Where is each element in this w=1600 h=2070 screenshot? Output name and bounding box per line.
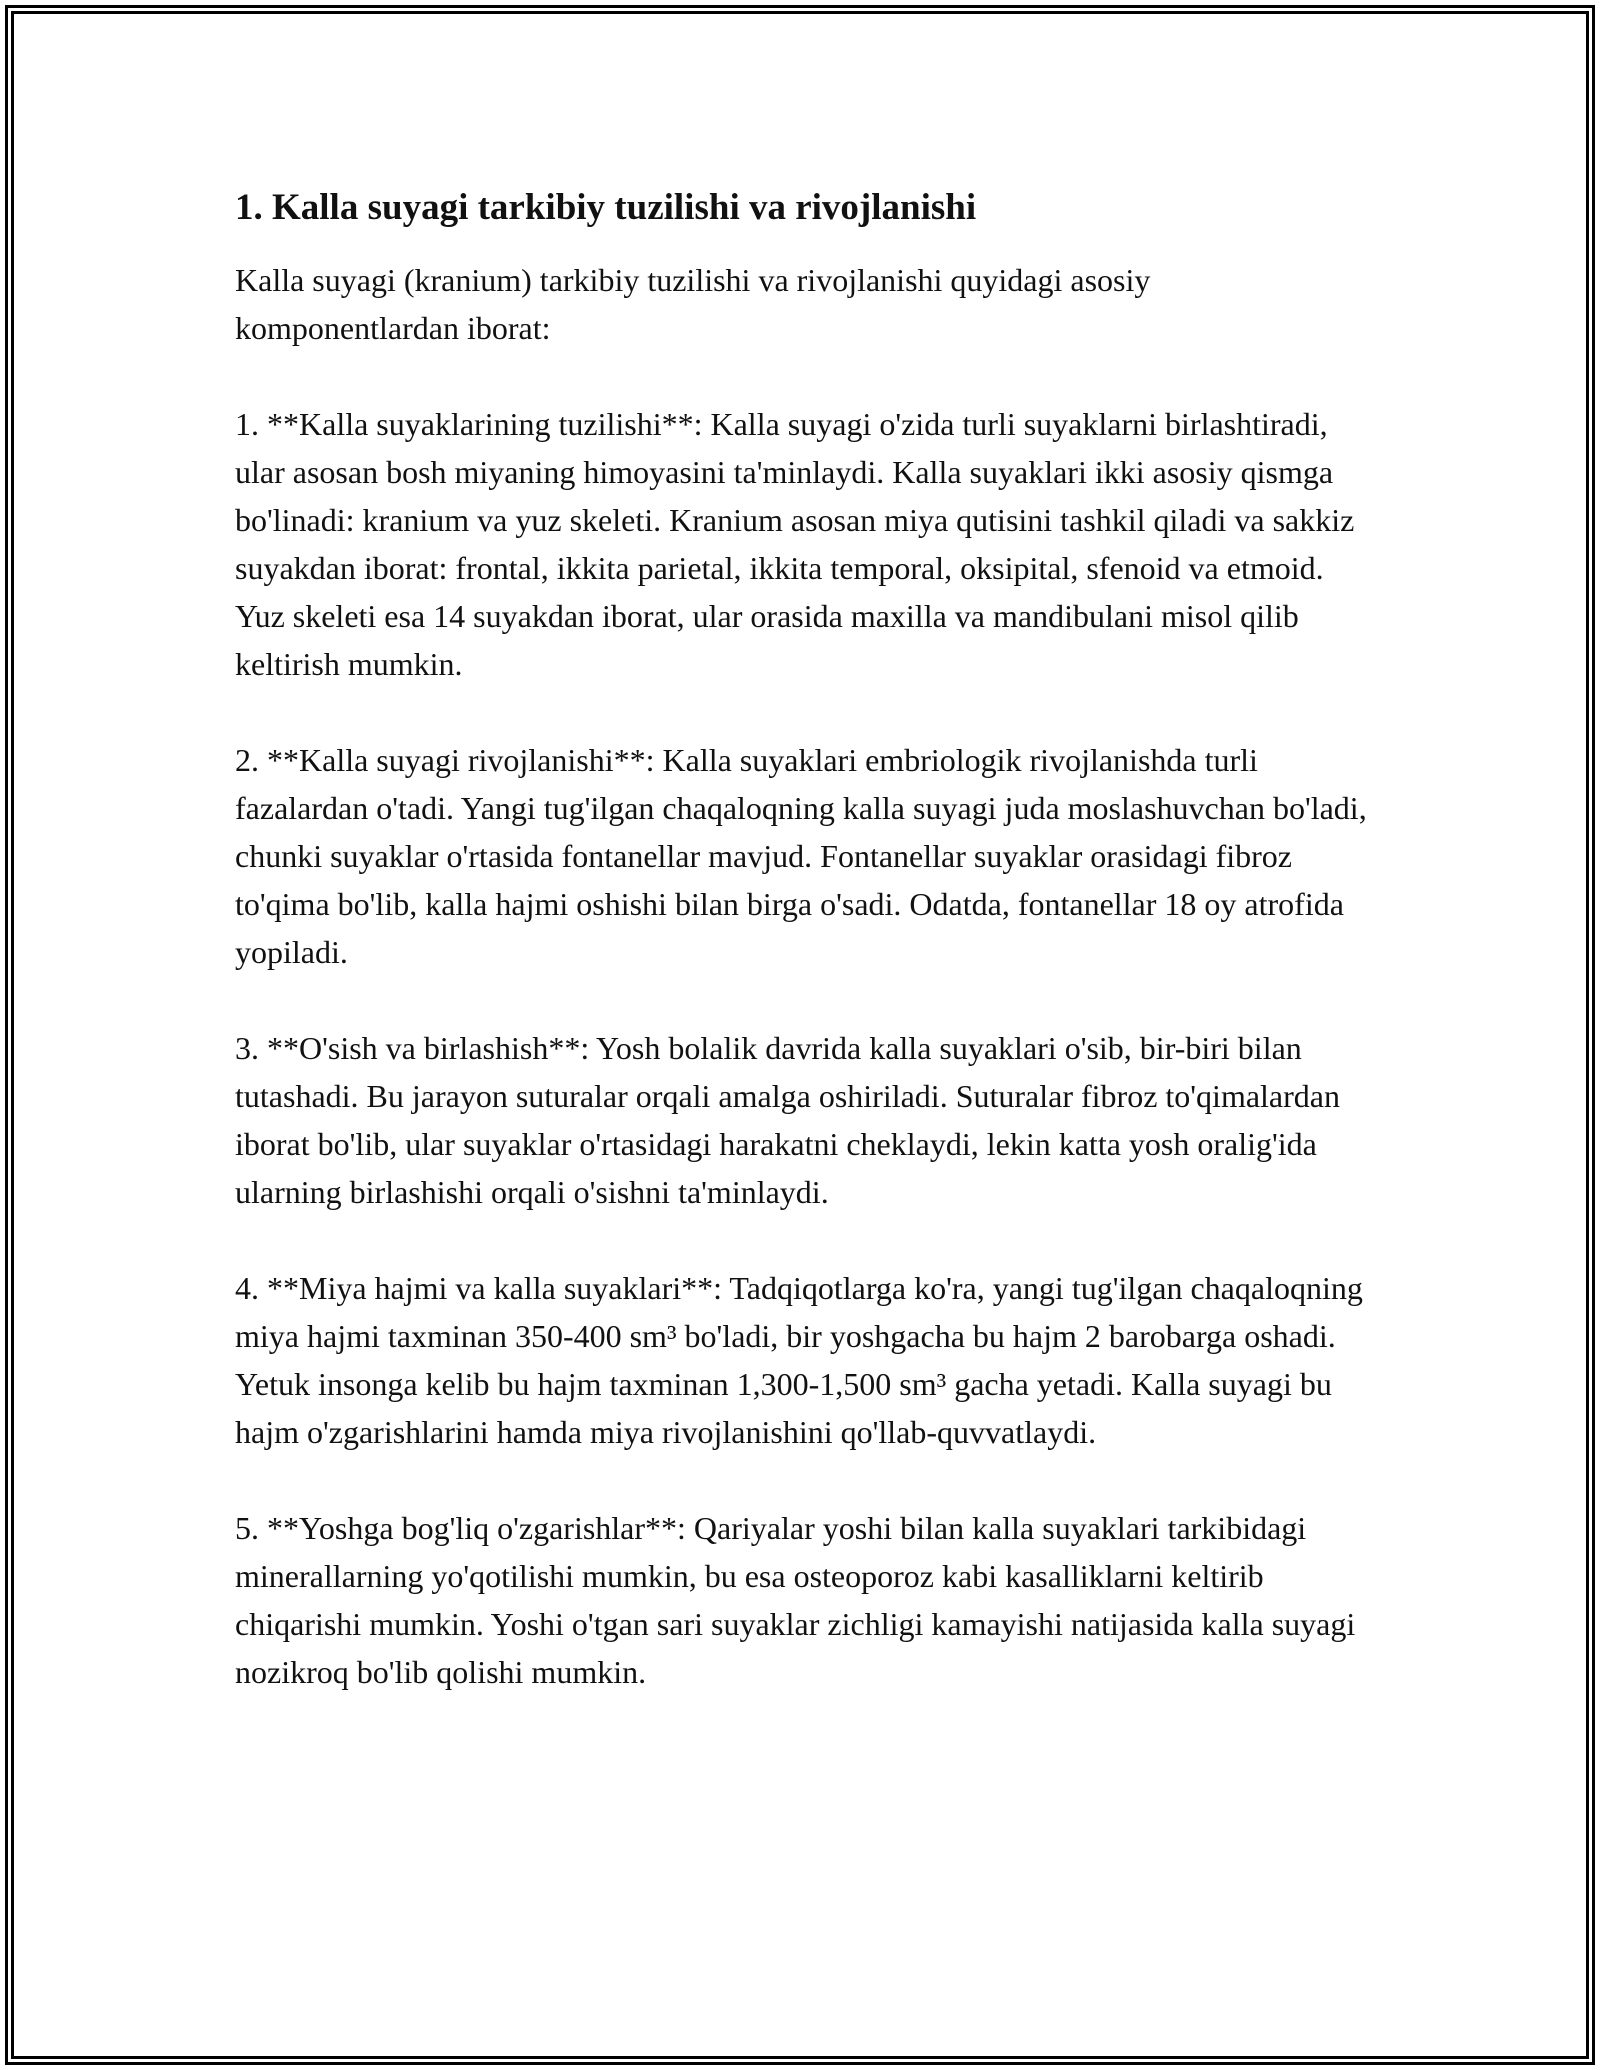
document-heading: 1. Kalla suyagi tarkibiy tuzilishi va rivojlanishi xyxy=(235,187,977,228)
paragraph-2: 2. **Kalla suyagi rivojlanishi**: Kalla suyaklari embriologik rivojlanishda turli fazalardan o'tadi. Yangi tug'ilgan chaqaloqning kalla suyagi juda moslashuvchan bo'ladi, chunki suyaklar o'rtasida fontanellar mavjud. Fontanellar suyaklar orasidagi fibroz to'qima bo'lib, kalla hajmi oshishi bilan birga o'sadi. Odatda, fontanellar 18 oy atrofida yopiladi. xyxy=(235,742,1367,971)
paragraph-4: 4. **Miya hajmi va kalla suyaklari**: Tadqiqotlarga ko'ra, yangi tug'ilgan chaqaloqning miya hajmi taxminan 350-400 sm³ bo'ladi, bir yoshgacha bu hajm 2 barobarga oshadi. Yetuk insonga kelib bu hajm taxminan 1,300-1,500 sm³ gacha yetadi. Kalla suyagi bu hajm o'zgarishlarini hamda miya rivojlanishini qo'llab-quvvatlaydi. xyxy=(235,1270,1363,1451)
intro-paragraph: Kalla suyagi (kranium) tarkibiy tuzilishi va rivojlanishi quyidagi asosiy komponentlardan iborat: xyxy=(235,262,1151,347)
document-page xyxy=(235,186,1370,1744)
paragraph-5: 5. **Yoshga bog'liq o'zgarishlar**: Qariyalar yoshi bilan kalla suyaklari tarkibidagi minerallarning yo'qotilishi mumkin, bu esa osteoporoz kabi kasalliklarni keltirib chiqarishi mumkin. Yoshi o'tgan sari suyaklar zichligi kamayishi natijasida kalla suyagi nozikroq bo'lib qolishi mumkin. xyxy=(235,1510,1356,1691)
paragraph-3: 3. **O'sish va birlashish**: Yosh bolalik davrida kalla suyaklari o'sib, bir-biri bilan tutashadi. Bu jarayon suturalar orqali amalga oshiriladi. Suturalar fibroz to'qimalardan iborat bo'lib, ular suyaklar o'rtasidagi harakatni cheklaydi, lekin katta yosh oralig'ida ularning birlashishi orqali o'sishni ta'minlaydi. xyxy=(235,1030,1340,1211)
paragraph-1: 1. **Kalla suyaklarining tuzilishi**: Kalla suyagi o'zida turli suyaklarni birlashtiradi, ular asosan bosh miyaning himoyasini ta'minlaydi. Kalla suyaklari ikki asosiy qismga bo'linadi: kranium va yuz skeleti. Kranium asosan miya qutisini tashkil qiladi va sakkiz suyakdan iborat: frontal, ikkita parietal, ikkita temporal, oksipital, sfenoid va etmoid. Yuz skeleti esa 14 suyakdan iborat, ular orasida maxilla va mandibulani misol qilib keltirish mumkin. xyxy=(235,406,1355,683)
